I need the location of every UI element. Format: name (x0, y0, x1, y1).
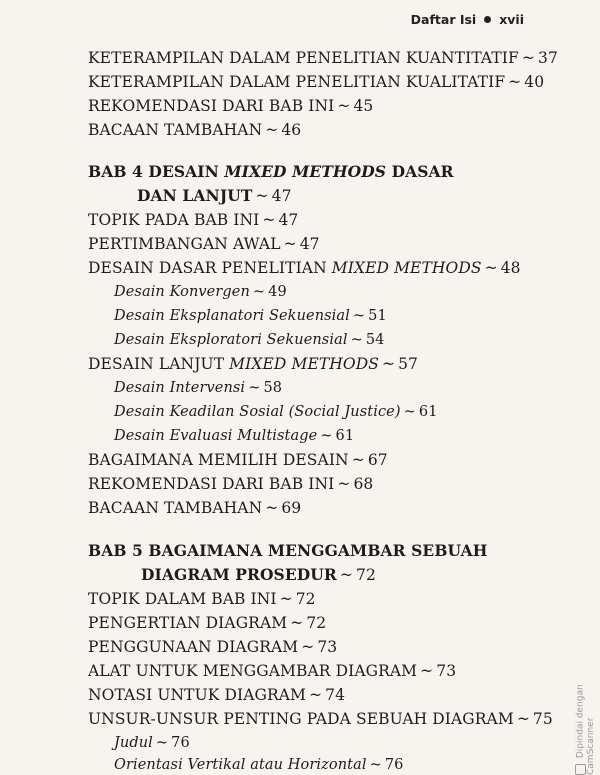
running-header (411, 12, 524, 27)
toc-entry: ALAT UNTUK MENGGAMBAR DIAGRAM ~ 73 (88, 662, 457, 680)
toc-subentry: Judul ~ 76 (114, 735, 190, 751)
toc-entry: BACAAN TAMBAHAN ~ 69 (88, 499, 302, 517)
toc-entry: DESAIN DASAR PENELITIAN MIXED METHODS ~ 48 (88, 259, 521, 277)
watermark-text: Dipindai dengan CamScanner (575, 684, 596, 775)
toc-entry: TOPIK PADA BAB INI ~ 47 (88, 211, 299, 229)
chapter-heading: BAB 5 BAGAIMANA MENGGAMBAR SEBUAH (88, 541, 488, 560)
toc-subentry: Desain Keadilan Sosial (Social Justice) ~ 61 (114, 404, 438, 420)
toc-entry: KETERAMPILAN DALAM PENELITIAN KUALITATIF ~ 40 (88, 73, 545, 91)
toc-entry: PERTIMBANGAN AWAL ~ 47 (88, 235, 320, 253)
toc-subentry: Desain Eksplanatori Sekuensial ~ 51 (114, 308, 387, 324)
chapter-heading-continued: DIAGRAM PROSEDUR ~ 72 (141, 565, 376, 584)
bullet-icon (484, 16, 491, 23)
header-title: Daftar Isi (410, 12, 477, 27)
toc-subentry: Desain Evaluasi Multistage ~ 61 (114, 428, 355, 444)
toc-entry: BACAAN TAMBAHAN ~ 46 (88, 121, 302, 139)
scanner-watermark (575, 640, 596, 775)
toc-subentry: Desain Eksploratori Sekuensial ~ 54 (114, 332, 385, 348)
toc-entry: NOTASI UNTUK DIAGRAM ~ 74 (88, 686, 346, 704)
toc-entry: PENGGUNAAN DIAGRAM ~ 73 (88, 638, 338, 656)
toc-subentry: Desain Konvergen ~ 49 (114, 284, 287, 300)
toc-entry: BAGAIMANA MEMILIH DESAIN ~ 67 (88, 451, 388, 469)
toc-entry: TOPIK DALAM BAB INI ~ 72 (88, 590, 316, 608)
chapter-heading: BAB 4 DESAIN MIXED METHODS DASAR (88, 162, 454, 181)
toc-entry: UNSUR-UNSUR PENTING PADA SEBUAH DIAGRAM ~ 75 (88, 710, 553, 728)
toc-entry: DESAIN LANJUT MIXED METHODS ~ 57 (88, 355, 418, 373)
toc-entry: REKOMENDASI DARI BAB INI ~ 45 (88, 97, 374, 115)
header-page-number: xvii (499, 12, 524, 27)
chapter-heading-continued: DAN LANJUT ~ 47 (137, 186, 292, 205)
toc-entry: PENGERTIAN DIAGRAM ~ 72 (88, 614, 327, 632)
toc-entry: REKOMENDASI DARI BAB INI ~ 68 (88, 475, 374, 493)
camscanner-icon (575, 764, 586, 775)
toc-entry: KETERAMPILAN DALAM PENELITIAN KUANTITATIF ~ 37 (88, 49, 558, 67)
toc-subentry: Orientasi Vertikal atau Horizontal ~ 76 (114, 757, 404, 773)
toc-subentry: Desain Intervensi ~ 58 (114, 380, 283, 396)
